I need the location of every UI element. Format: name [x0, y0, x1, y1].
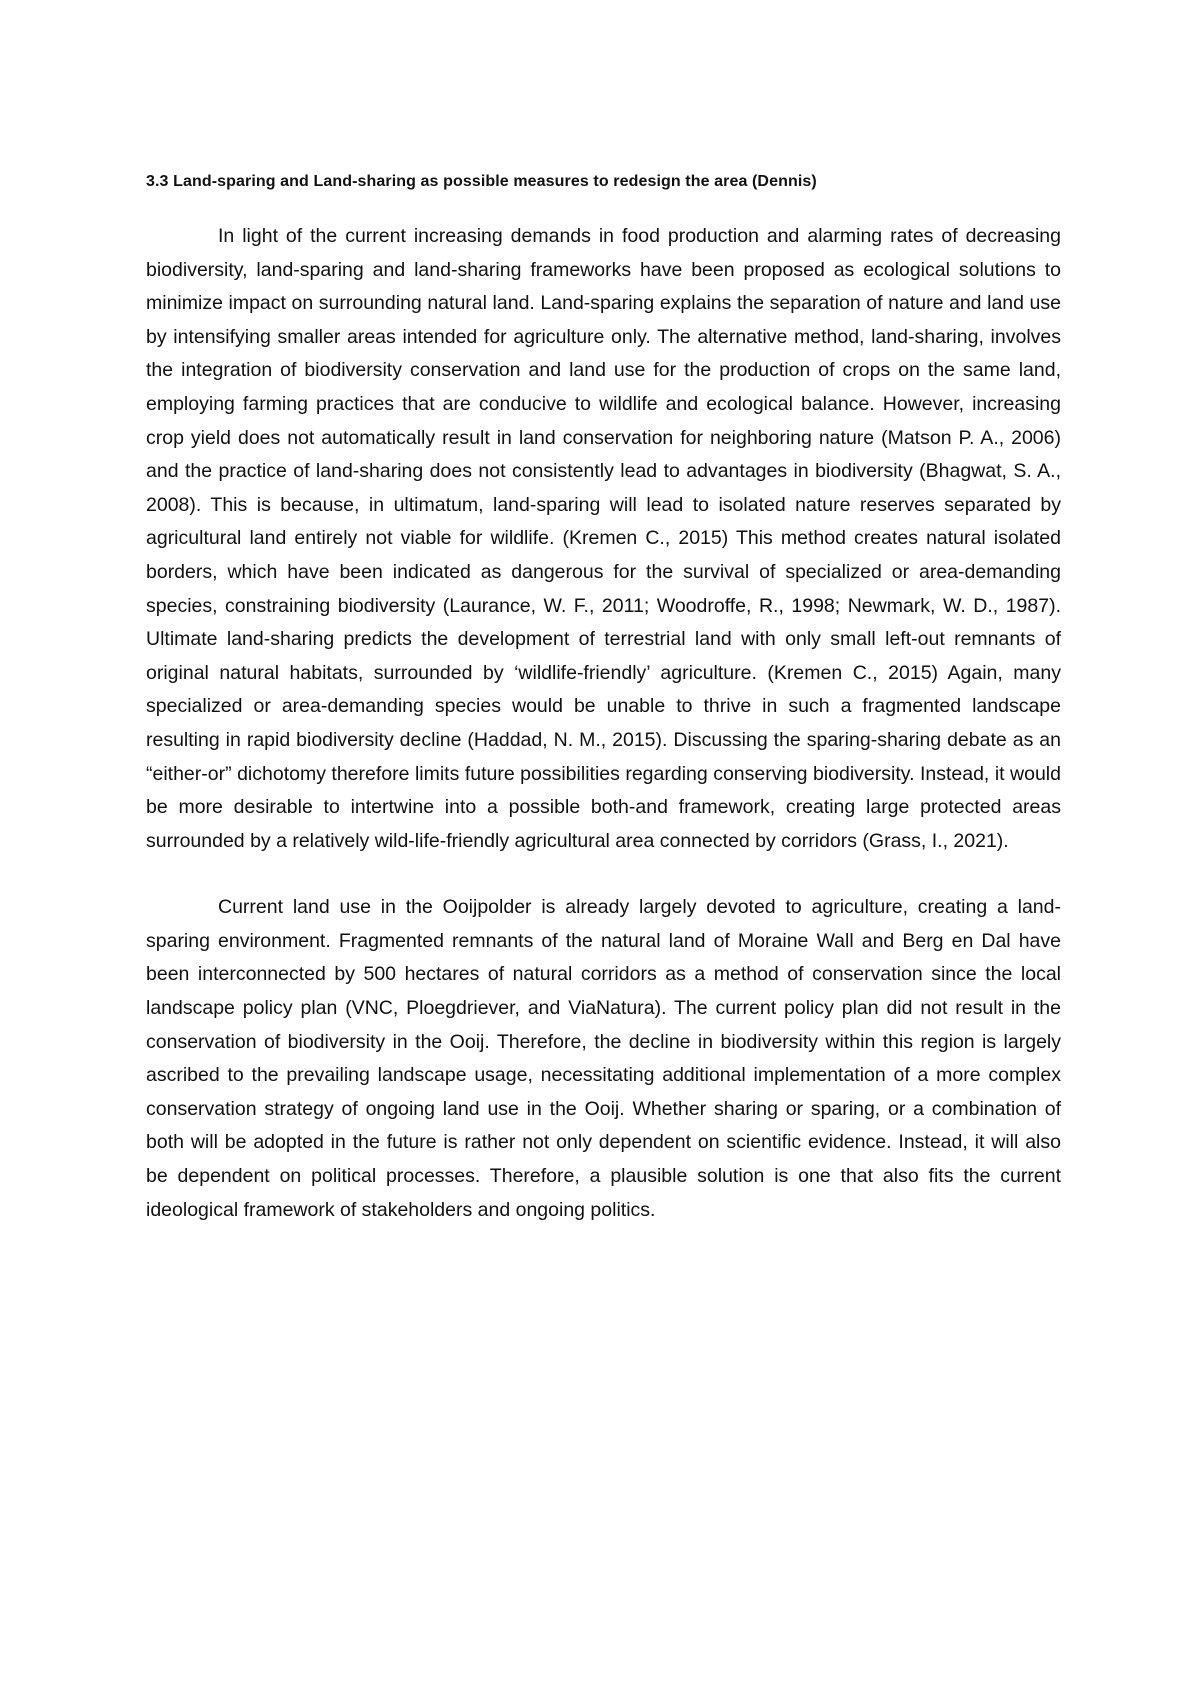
document-body: [146, 170, 1061, 1227]
paragraph-ooijpolder-land-use: Current land use in the Ooijpolder is already largely devoted to agriculture, creating a land-sparing environment. Fragmented remnants of the natural land of Moraine Wall and Berg en Dal have been interconnected by 500 hectares of natural corridors as a method of conservation since the local landscape policy plan (VNC, Ploegdriever, and ViaNatura). The current policy plan did not result in the conservation of biodiversity in the Ooij. Therefore, the decline in biodiversity within this region is largely ascribed to the prevailing landscape usage, necessitating additional implementation of a more complex conservation strategy of ongoing land use in the Ooij. Whether sharing or sparing, or a combination of both will be adopted in the future is rather not only dependent on scientific evidence. Instead, it will also be dependent on political processes. Therefore, a plausible solution is one that also fits the current ideological framework of stakeholders and ongoing politics.: [146, 896, 1061, 1221]
paragraph-land-sparing-sharing: In light of the current increasing demands in food production and alarming rates of decreasing biodiversity, land-sparing and land-sharing frameworks have been proposed as ecological solutions to minimize impact on surrounding natural land. Land-sparing explains the separation of nature and land use by intensifying smaller areas intended for agriculture only. The alternative method, land-sharing, involves the integration of biodiversity conservation and land use for the production of crops on the same land, employing farming practices that are conducive to wildlife and ecological balance. However, increasing crop yield does not automatically result in land conservation for neighboring nature (Matson P. A., 2006) and the practice of land-sharing does not consistently lead to advantages in biodiversity (Bhagwat, S. A., 2008). This is because, in ultimatum, land-sparing will lead to isolated nature reserves separated by agricultural land entirely not viable for wildlife. (Kremen C., 2015) This method creates natural isolated borders, which have been indicated as dangerous for the survival of specialized or area-demanding species, constraining biodiversity (Laurance, W. F., 2011; Woodroffe, R., 1998; Newmark, W. D., 1987). Ultimate land-sharing predicts the development of terrestrial land with only small left-out remnants of original natural habitats, surrounded by ‘wildlife-friendly’ agriculture. (Kremen C., 2015) Again, many specialized or area-demanding species would be unable to thrive in such a fragmented landscape resulting in rapid biodiversity decline (Haddad, N. M., 2015). Discussing the sparing-sharing debate as an “either-or” dichotomy therefore limits future possibilities regarding conserving biodiversity. Instead, it would be more desirable to intertwine into a possible both-and framework, creating large protected areas surrounded by a relatively wild-life-friendly agricultural area connected by corridors (Grass, I., 2021).: [146, 225, 1061, 852]
section-heading: 3.3 Land-sparing and Land-sharing as possible measures to redesign the area (Dennis): [146, 173, 817, 190]
